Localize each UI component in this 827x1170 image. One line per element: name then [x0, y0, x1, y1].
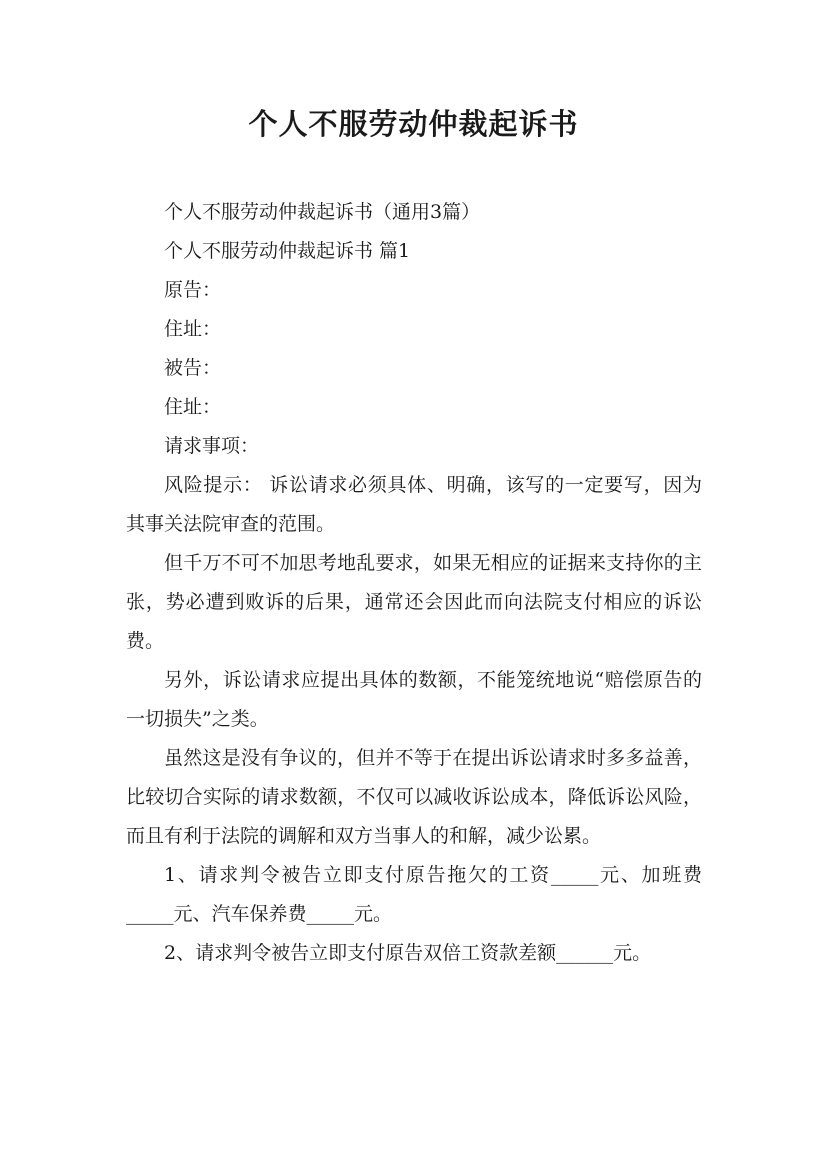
- section-heading: 个人不服劳动仲裁起诉书 篇1: [164, 240, 411, 262]
- defendant-address-label: 住址：: [164, 396, 222, 418]
- document-title: 个人不服劳动仲裁起诉书: [248, 107, 579, 141]
- paragraph-amounts: 另外，诉讼请求应提出具体的数额，不能笼统地说“赔偿原告的一切损失”之类。: [126, 669, 702, 730]
- document-subtitle: 个人不服劳动仲裁起诉书（通用3篇）: [164, 201, 481, 223]
- document-body: [126, 193, 702, 973]
- plaintiff-label: 原告：: [164, 279, 222, 301]
- defendant-label: 被告：: [164, 357, 222, 379]
- paragraph-reasonable-claims: 虽然这是没有争议的，但并不等于在提出诉讼请求时多多益善，比较切合实际的请求数额，不仅可以减收诉讼成本，降低诉讼风险，而且有利于法院的调解和双方当事人的和解，减少讼累。: [126, 747, 702, 847]
- claims-label: 请求事项：: [164, 435, 260, 457]
- paragraph-risk-notice: 风险提示： 诉讼请求必须具体、明确，该写的一定要写，因为其事关法院审查的范围。: [126, 474, 702, 535]
- plaintiff-address-label: 住址：: [164, 318, 222, 340]
- paragraph-caution: 但千万不可不加思考地乱要求，如果无相应的证据来支持你的主张，势必遭到败诉的后果，通常还会因此而向法院支付相应的诉讼费。: [126, 552, 702, 652]
- claim-item-2: 2、请求判令被告立即支付原告双倍工资款差额______元。: [164, 942, 652, 964]
- claim-item-1: 1、请求判令被告立即支付原告拖欠的工资_____元、加班费_____元、汽车保养费_____元。: [126, 864, 702, 925]
